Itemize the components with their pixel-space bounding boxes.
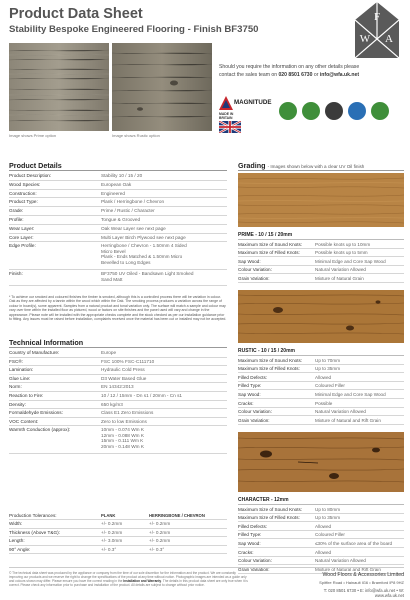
row-label: Finish: [9,271,23,277]
grade-label: Cracks: [238,549,254,555]
prime-grade-heading: PRIME - 10 / 15 / 20mm [238,232,293,238]
character-grade-table [238,496,404,572]
page-subtitle: Stability Bespoke Engineered Flooring - Finish BF3750 [9,24,259,35]
table-row [9,418,227,427]
row-label: Grade: [9,208,24,214]
contact-line-2: contact the sales team on 020 8501 6730 or info@wfa.uk.net [219,72,360,78]
prime-grade-row [238,257,404,266]
row-label: Product Type: [9,199,38,205]
tolerance-hc: +/- 0.2mm [149,521,171,527]
grade-label: Colour Variation: [238,409,272,415]
tolerance-plank: PLANK [101,513,116,518]
grade-value: Up to 80mm [315,506,341,512]
prime-swatch-image [9,43,109,131]
grade-label: Grain Variation: [238,417,270,423]
row-value: Stability 10 / 15 / 20 [101,173,143,178]
table-row [9,537,227,545]
row-label: Formaldehyde Emissions: [9,410,63,416]
rustic-grade-row [238,356,404,365]
grade-value: Allowed [315,523,332,529]
rustic-grade-row [238,408,404,417]
grade-value: Natural Variation Allowed [315,558,366,564]
technical-rule [9,347,227,348]
grade-value: Coloured Filler [315,383,345,389]
tolerance-hc: +/- 0.3° [149,546,165,552]
row-value: Zero to low Emissions [101,418,147,424]
contact-intro [219,63,404,79]
rustic-grade-row [238,382,404,391]
table-row [9,392,227,401]
row-value: 650 kg/m3 [101,401,123,407]
rustic-swatch-caption: Image shows Rustic option [112,133,160,138]
table-row [9,242,227,270]
row-value: 10mm - 0.074 Wm K 12mm - 0.088 Wm K 15mm - 0.111 Wm K 20mm - 0.148 Wm K [101,427,144,449]
prime-swatch-caption: Image shows Prime option [9,133,57,138]
logo-letter-w: W [359,33,371,45]
rustic-grade-image [238,290,404,343]
character-grade-row [238,514,404,523]
table-row [9,366,227,375]
grade-label: Sap Wood: [238,540,261,546]
row-label: Lamination: [9,367,34,373]
contact-line-1: Should you require the information on any other details please [219,64,360,70]
grade-label: Maximum Size of Sound Knots: [238,357,303,363]
tolerance-label: Thickness (Above T&G): [9,529,60,535]
table-row [9,383,227,392]
grade-label: Maximum Size of Filled Knots: [238,366,300,372]
grade-label: Maximum Size of Filled Knots: [238,515,300,521]
rustic-grade-heading: RUSTIC - 10 / 15 / 20mm [238,348,295,354]
grade-label: Filled Type: [238,532,262,538]
table-row [9,409,227,418]
page-title: Product Data Sheet [9,6,143,22]
grade-label: Grain Variation: [238,566,270,572]
grade-label: Filled Type: [238,383,262,389]
table-row [9,426,227,453]
grade-value: ≤30% of the surface area of the board [315,540,393,546]
row-value: Oak Wear Layer see next page [101,225,166,231]
fsc-tree-icon [279,102,297,120]
grade-label: Maximum Size of Sound Knots: [238,506,303,512]
row-label: Construction: [9,190,37,196]
magnitude-triangle-icon [219,96,233,110]
table-row [9,190,227,199]
grade-value: Possible knots up to 10mm [315,241,371,247]
tolerance-hc: +/- 0.2mm [149,538,171,544]
row-value: Hydraulic Cold Press [101,367,145,373]
rustic-grade-row [238,390,404,399]
sales-phone[interactable]: 020 8501 6730 [278,72,313,78]
row-value: EN 14342:2013 [101,384,134,390]
rustic-swatch-image [112,43,212,131]
table-row [9,349,227,358]
tolerance-hc: +/- 0.2mm [149,529,171,535]
grade-label: Sap Wood: [238,391,261,397]
grade-label: Colour Variation: [238,267,272,273]
tolerance-hc: HERRINGBONE / CHEVRON [149,513,205,518]
table-row [9,225,227,234]
row-label: Wood Species: [9,181,41,187]
tolerance-plank: +/- 0.2mm [101,529,123,535]
row-label: Wear Layer: [9,225,35,231]
row-label: Edge Profile: [9,243,36,249]
footer-disclaimer: © The technical data sheet was produced by the appliance or company from the time of our sole discretion for the information and the product. We are constantly improving our products and we reserve the right to change the specifications of the product at any time without notice. Photographic images are intended as a guide only and colours shown may differ. Please ensure you have the correct reading in the Installation and Warranty. The details in this product data sheet are only true when it is correct. Please check any information prior to purchase and installation of the product. All details are subject to change without prior notice. [9,571,248,587]
tolerances-table [9,512,227,562]
character-grade-row [238,539,404,548]
row-label: Glue Line: [9,375,31,381]
grade-label: Filled Defects: [238,523,268,529]
row-label: Reaction to Fire: [9,393,44,398]
table-row [9,172,227,181]
grade-label: Sap Wood: [238,258,261,264]
table-row [9,198,227,207]
grade-label: Cracks: [238,400,254,406]
grade-label: Filled Defects: [238,374,268,380]
prime-grade-table [238,240,404,284]
row-value: Prime / Rustic / Character [101,208,155,214]
grade-value: Possible knots up to 5mm [315,250,368,256]
eco-leaf-icon [302,102,320,120]
table-row [9,375,227,384]
technical-table [9,349,227,499]
grade-label: Maximum Size of Sound Knots: [238,241,303,247]
technical-information-heading: Technical Information [9,338,84,347]
grading-rule [238,170,404,171]
row-label: FSC®: [9,358,24,364]
grade-value: Mixture of Natural Grain [315,275,364,281]
grade-value: Up to 35mm [315,366,341,372]
tolerance-label: Production Tolerances: [9,513,57,518]
made-in-britain-text: MADE IN BRITAIN [219,112,234,120]
row-value: Engineered [101,190,125,196]
table-row [9,401,227,410]
character-grade-row [238,557,404,566]
row-label: Density: [9,401,26,407]
prime-grade-image [238,173,404,227]
rustic-grade-table [238,356,404,426]
row-label: VOC Content: [9,418,39,424]
row-value: 10 / 12 / 15mm - Dn s1 / 20mm - Cn s1 [101,393,183,398]
row-value: Multi Layer Birch Plywood see next page [101,234,186,240]
table-row [9,520,227,528]
grade-value: Up to 70mm [315,357,341,363]
product-details-rule [9,170,227,171]
grading-heading: Grading - Images shown below with a clear UV Oil finish [238,161,365,170]
grade-value: Minimal Edge and Core Sap Wood [315,258,386,264]
row-value: FSC 100% FSC-C111710 [101,358,155,364]
character-grade-row [238,505,404,514]
company-address: Spitfire Road • Hainault IG6 • Bramford IP8 9HZ [319,580,404,585]
grading-note: - Images shown below with a clear UV Oil finish [267,164,365,169]
grade-value: Mixture of Natural and Rift Grain [315,417,381,423]
globe-certification-icon [348,102,366,120]
row-value: European Oak [101,181,132,187]
row-label: Product Description: [9,173,52,178]
tolerance-plank: +/- 0.2mm [101,521,123,527]
table-row [9,546,227,554]
row-label: Country of Manufacture: [9,350,60,355]
tolerance-plank: +/- 3.0mm [101,538,123,544]
grade-value: Natural Variation Allowed [315,267,366,273]
product-details-table [9,172,227,282]
row-value: Europe [101,350,117,355]
tolerance-label: 90° Angle: [9,546,31,552]
union-flag-icon [219,121,241,133]
tolerance-label: Length: [9,538,25,544]
row-value: Class E1 Zero Emissions [101,410,154,416]
row-value: D3 Water Based Glue [101,375,147,381]
rustic-grade-row [238,416,404,425]
row-label: Warmth Conduction (approx): [9,427,71,433]
fwa-logo [355,2,399,58]
company-name: Wood Floors & Accessories Limited [322,572,404,578]
magnitude-text: MAGNITUDE [234,99,272,106]
prime-grade-row [238,266,404,275]
tolerances-header-row [9,512,227,520]
row-label: Core Layer: [9,234,34,240]
row-label: Profile: [9,217,24,222]
logo-letter-a: A [385,33,393,45]
rustic-grade-row [238,365,404,374]
tolerance-plank: +/- 0.3° [101,546,117,552]
logo-letter-f: F [373,11,381,23]
grade-label: Colour Variation: [238,558,272,564]
grade-value: Coloured Filler [315,532,345,538]
prime-grade-row [238,240,404,249]
table-row [9,270,227,285]
grade-value: Minimal Edge and Core Sap Wood [315,391,386,397]
prime-grade-row [238,249,404,258]
rustic-grade-row [238,373,404,382]
table-row [9,358,227,367]
installation-warranty-link[interactable]: Installation and Warranty [123,578,162,583]
table-row [9,234,227,243]
table-row [9,529,227,537]
character-grade-row [238,522,404,531]
product-details-footnote: * To achieve our smoked and coloured finishes the timber is smoked, although this is a controlled process there will be variation in colour. Oak as they are affected by a tannin within the wood which within the Oak. The smoking process produces a variation across the range of colour in board(s), some apparent. Samples from a natural product and tonal variation only. The surface will match a sample and colour may vary over time within the installed floor as pictured, wood or factors on site finishes and the panel used will vary and change in the appearance. Please note will be installed with the appropriate checks complete and the stock checked as per our installation guidance prior to fitting. Any issues must be raised before installation, complaints received once the material has been cut or installed may not be accepted. [9,295,227,322]
product-details-heading: Product Details [9,161,62,170]
footer-rule [9,567,404,568]
company-contact[interactable]: T: 020 8501 6730 • E: info@wfa.uk.net • W: www.wfa.uk.net [323,588,404,598]
table-row [9,181,227,190]
certification-logos [219,94,404,136]
grade-value: Up to 35mm [315,515,341,521]
table-row [9,207,227,216]
tolerance-label: Width: [9,521,23,527]
grade-value: Allowed [315,374,332,380]
row-value: Herringbone / Chevron - 1.50mm 4 Sided Micro Bevel Plank - Ends Matched & 1.50mm Micro Bevelled to Long Edges [101,243,187,265]
sales-email-link[interactable]: info@wfa.uk.net [319,72,360,78]
grade-value: Allowed [315,549,332,555]
character-grade-row [238,531,404,540]
character-grade-image [238,432,404,492]
grade-value: Mixture of Natural and Rift Grain [315,566,381,572]
table-row [9,216,227,225]
row-label: Norm: [9,384,22,390]
grade-value: Possible [315,400,333,406]
row-value: BF3750 UV Oiled - Bandsawn Light Smoked Sand Matt [101,271,194,282]
character-grade-heading: CHARACTER - 12mm [238,497,289,503]
green-badge-icon [371,102,389,120]
grade-label: Grain Variation: [238,275,270,281]
row-value: Tongue & Grooved [101,217,141,222]
grade-value: Natural Variation Allowed [315,409,366,415]
grade-label: Maximum Size of Filled Knots: [238,250,300,256]
prime-grade-row [238,274,404,283]
certification-seal-icon [325,102,343,120]
character-grade-row [238,548,404,557]
rustic-grade-row [238,399,404,408]
row-value: Plank / Herringbone / Chevron [101,199,165,205]
